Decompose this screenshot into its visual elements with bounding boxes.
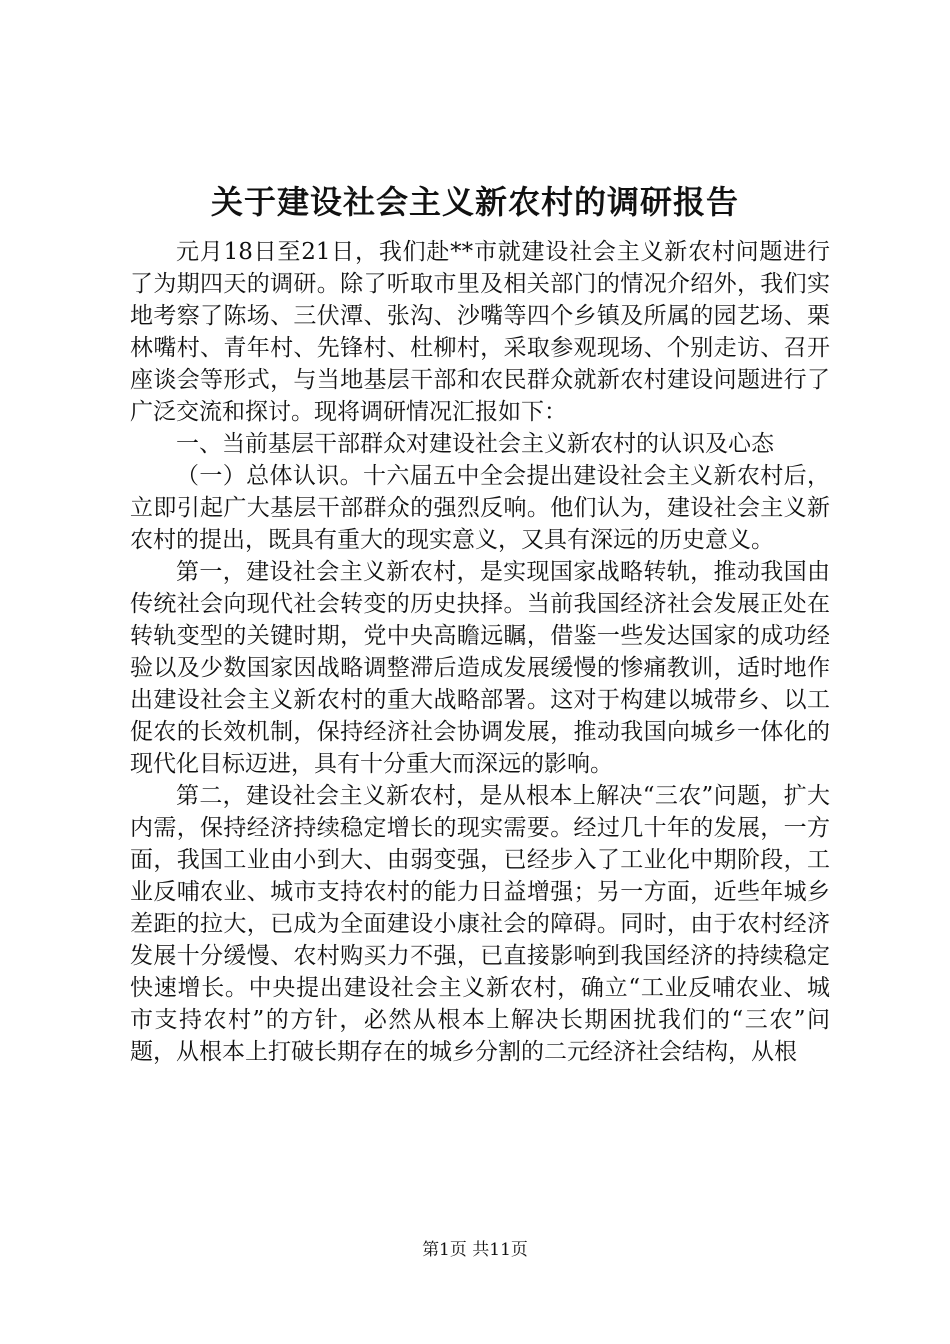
section-heading-1: 一、当前基层干部群众对建设社会主义新农村的认识及心态 — [176, 431, 774, 457]
paragraph-second-point: 第二，建设社会主义新农村，是从根本上解决“三农”问题，扩大内需，保持经济持续稳定增长的现实需要。经过几十年的发展，一方面，我国工业由小到大、由弱变强，已经步入了工业化中期阶段，工业反哺农业、城市支持农村的能力日益增强；另一方面，近些年城乡差距的拉大，已成为全面建设小康社会的障碍。同时，由于农村经济发展十分缓慢、农村购买力不强，已直接影响到我国经济的持续稳定快速增长。中央提出建设社会主义新农村，确立“工业反哺农业、城市支持农村”的方针，必然从根本上解决长期困扰我们的“三农”问题，从根本上打破长期存在的城乡分割的二元经济社会结构，从根 — [130, 783, 830, 1065]
paragraph-first-point: 第一，建设社会主义新农村，是实现国家战略转轨，推动我国由传统社会向现代社会转变的历史抉择。当前我国经济社会发展正处在转轨变型的关键时期，党中央高瞻远瞩，借鉴一些发达国家的成功经验以及少数国家因战略调整滞后造成发展缓慢的惨痛教训，适时地作出建设社会主义新农村的重大战略部署。这对于构建以城带乡、以工促农的长效机制，保持经济社会协调发展，推动我国向城乡一体化的现代化目标迈进，具有十分重大而深远的影响。 — [130, 559, 830, 777]
paragraph-intro: 元月18日至21日，我们赴**市就建设社会主义新农村问题进行了为期四天的调研。除了听取市里及相关部门的情况介绍外，我们实地考察了陈场、三伏潭、张沟、沙嘴等四个乡镇及所属的园艺场、栗林嘴村、青年村、先锋村、杜柳村，采取参观现场、个别走访、召开座谈会等形式，与当地基层干部和农民群众就新农村建设问题进行了广泛交流和探讨。现将调研情况汇报如下： — [130, 239, 830, 425]
document-title: 关于建设社会主义新农村的调研报告 — [210, 183, 739, 221]
paragraph-overall-understanding: （一）总体认识。十六届五中全会提出建设社会主义新农村后，立即引起广大基层干部群众的强烈反响。他们认为，建设社会主义新农村的提出，既具有重大的现实意义，又具有深远的历史意义。 — [130, 463, 830, 553]
page-number-footer: 第1页 共11页 — [422, 1240, 528, 1260]
document-body — [130, 236, 830, 1068]
